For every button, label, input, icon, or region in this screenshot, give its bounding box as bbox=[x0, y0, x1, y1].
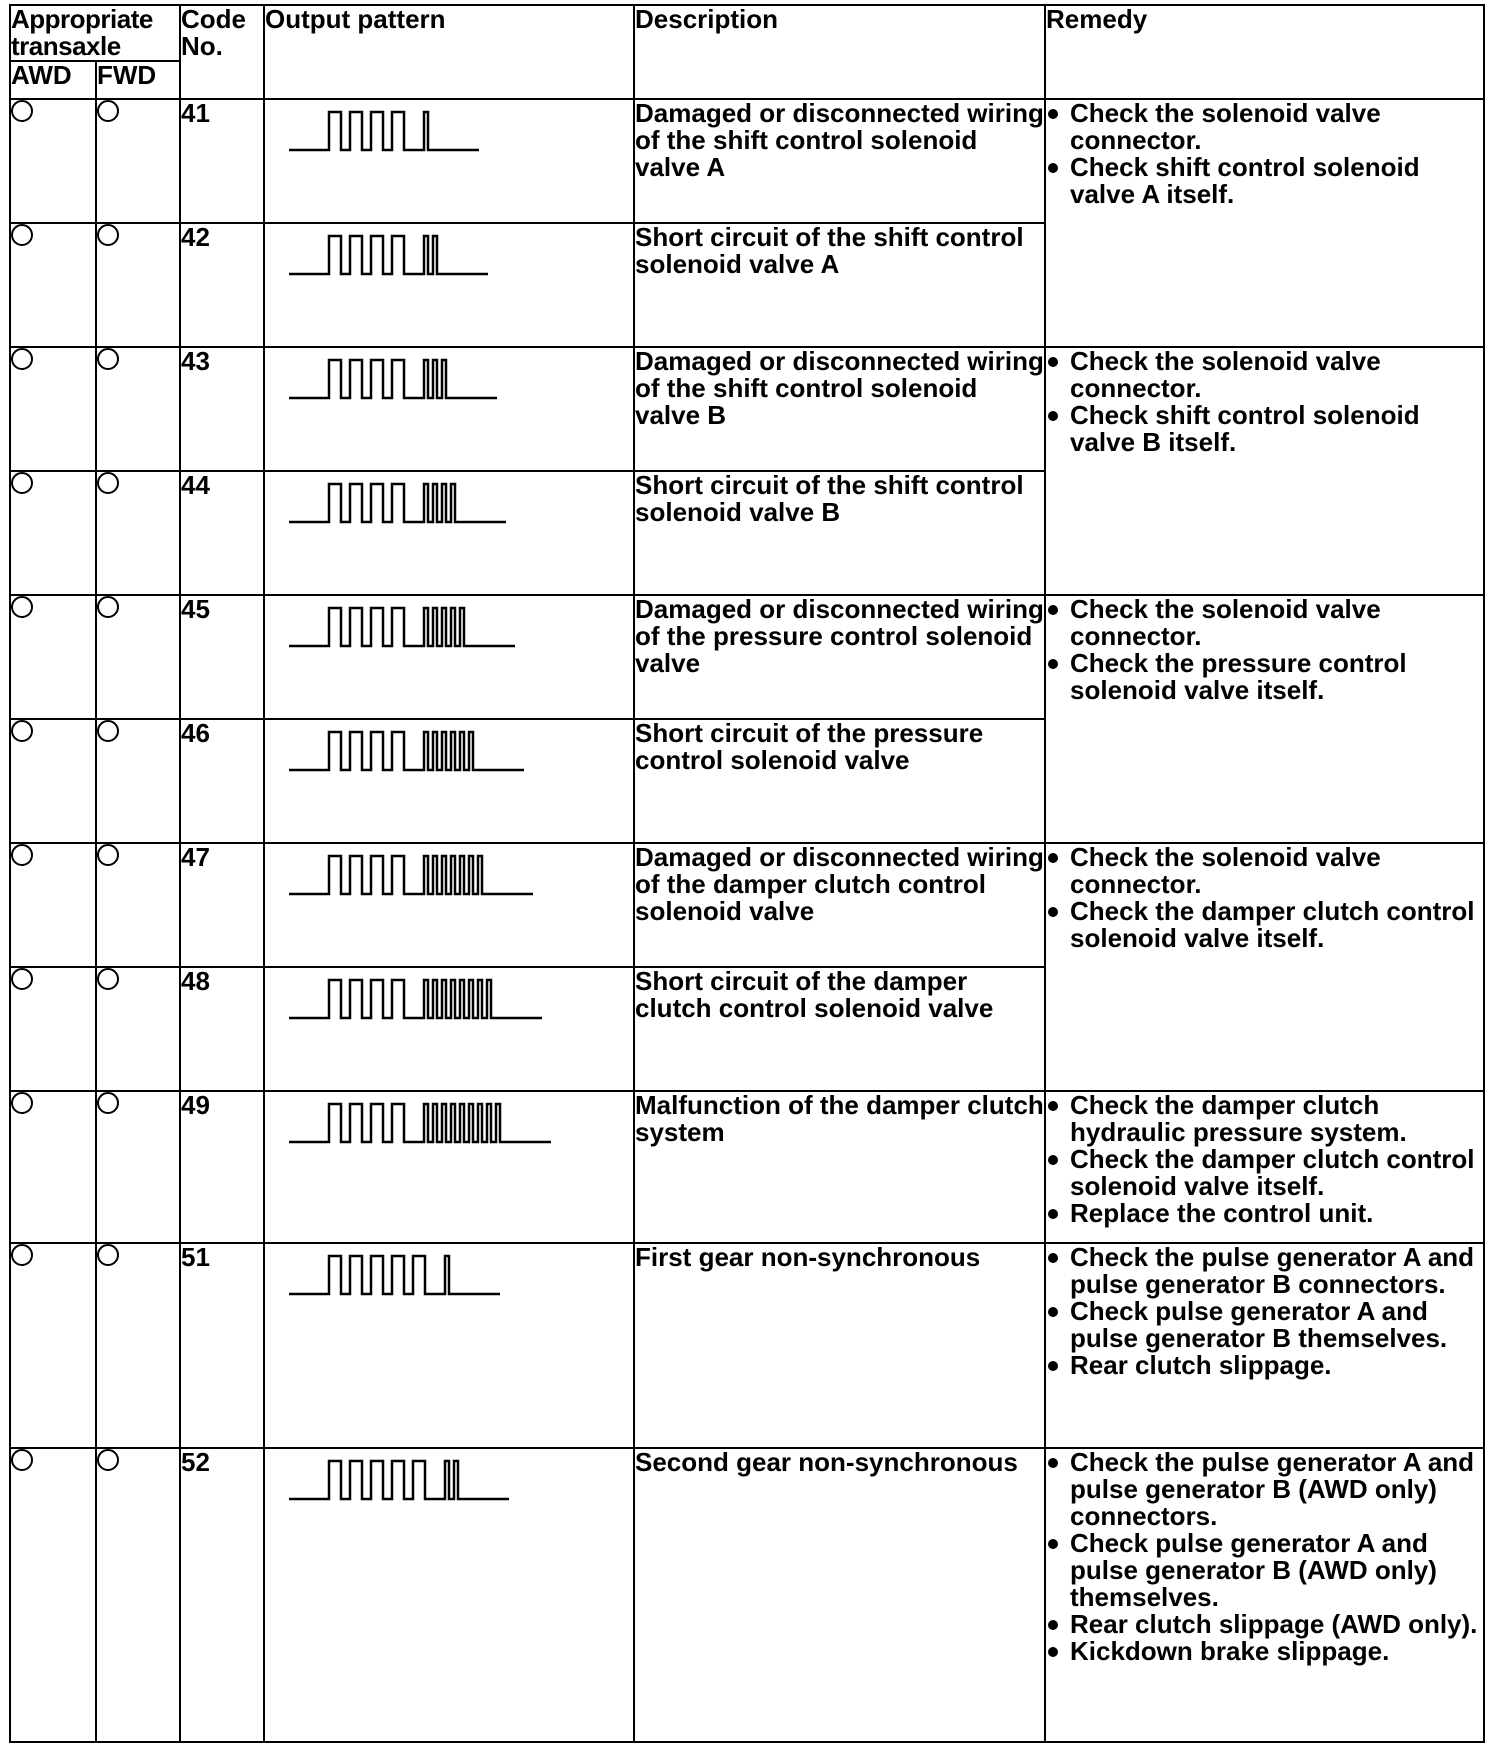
output-pattern-waveform bbox=[265, 472, 625, 532]
remedy-list bbox=[1046, 100, 1483, 208]
circle-mark-icon bbox=[97, 348, 119, 370]
waveform-line bbox=[289, 732, 524, 770]
fwd-applicability-cell bbox=[96, 967, 180, 1091]
output-pattern-waveform bbox=[265, 968, 625, 1028]
remedy-item: Check the damper clutch control solenoid valve itself. bbox=[1046, 898, 1483, 952]
output-pattern-waveform bbox=[265, 100, 625, 160]
awd-applicability-cell bbox=[10, 471, 96, 595]
output-pattern-cell bbox=[264, 843, 634, 967]
remedy-list bbox=[1046, 1449, 1483, 1665]
circle-mark-icon bbox=[11, 844, 33, 866]
remedy-item: Check the solenoid valve connector. bbox=[1046, 348, 1483, 402]
awd-applicability-cell bbox=[10, 595, 96, 719]
circle-mark-icon bbox=[11, 472, 33, 494]
fwd-applicability-cell bbox=[96, 471, 180, 595]
code-header-line2: No. bbox=[181, 31, 223, 61]
remedy-item: Check the solenoid valve connector. bbox=[1046, 596, 1483, 650]
remedy-item: Check the solenoid valve connector. bbox=[1046, 100, 1483, 154]
output-pattern-waveform bbox=[265, 1244, 625, 1304]
remedy-item: Replace the control unit. bbox=[1046, 1200, 1483, 1227]
waveform-line bbox=[289, 1256, 500, 1294]
remedy-header: Remedy bbox=[1045, 5, 1484, 99]
waveform-line bbox=[289, 608, 515, 646]
waveform-line bbox=[289, 856, 533, 894]
remedy-item: Check shift control solenoid valve B itself. bbox=[1046, 402, 1483, 456]
remedy-item: Check the pressure control solenoid valve itself. bbox=[1046, 650, 1483, 704]
fwd-applicability-cell bbox=[96, 1243, 180, 1448]
waveform-line bbox=[289, 236, 488, 274]
description-cell: Second gear non-synchronous bbox=[634, 1448, 1045, 1742]
remedy-list bbox=[1046, 348, 1483, 456]
circle-mark-icon bbox=[97, 968, 119, 990]
remedy-item: Kickdown brake slippage. bbox=[1046, 1638, 1483, 1665]
remedy-item: Rear clutch slippage (AWD only). bbox=[1046, 1611, 1483, 1638]
description-header: Description bbox=[634, 5, 1045, 99]
awd-applicability-cell bbox=[10, 1243, 96, 1448]
circle-mark-icon bbox=[11, 720, 33, 742]
circle-mark-icon bbox=[97, 720, 119, 742]
output-pattern-cell bbox=[264, 471, 634, 595]
circle-mark-icon bbox=[97, 596, 119, 618]
output-pattern-waveform bbox=[265, 224, 625, 284]
output-pattern-header: Output pattern bbox=[264, 5, 634, 99]
fwd-applicability-cell bbox=[96, 99, 180, 223]
circle-mark-icon bbox=[97, 472, 119, 494]
circle-mark-icon bbox=[97, 1092, 119, 1114]
fwd-applicability-cell bbox=[96, 347, 180, 471]
description-cell: Damaged or disconnected wiring of the damper clutch control solenoid valve bbox=[634, 843, 1045, 967]
fwd-header: FWD bbox=[96, 61, 180, 99]
awd-applicability-cell bbox=[10, 347, 96, 471]
output-pattern-waveform bbox=[265, 596, 625, 656]
output-pattern-waveform bbox=[265, 348, 625, 408]
waveform-line bbox=[289, 980, 542, 1018]
circle-mark-icon bbox=[97, 1449, 119, 1471]
code-number: 43 bbox=[180, 347, 264, 471]
remedy-cell bbox=[1045, 99, 1484, 347]
description-cell: Short circuit of the shift control solenoid valve A bbox=[634, 223, 1045, 347]
awd-header: AWD bbox=[10, 61, 96, 99]
fwd-applicability-cell bbox=[96, 1091, 180, 1243]
circle-mark-icon bbox=[97, 100, 119, 122]
awd-applicability-cell bbox=[10, 1091, 96, 1243]
remedy-item: Check the solenoid valve connector. bbox=[1046, 844, 1483, 898]
description-cell: First gear non-synchronous bbox=[634, 1243, 1045, 1448]
circle-mark-icon bbox=[97, 1244, 119, 1266]
remedy-item: Check pulse generator A and pulse generator B (AWD only) themselves. bbox=[1046, 1530, 1483, 1611]
remedy-list bbox=[1046, 844, 1483, 952]
waveform-line bbox=[289, 1104, 551, 1142]
remedy-item: Rear clutch slippage. bbox=[1046, 1352, 1483, 1379]
circle-mark-icon bbox=[11, 224, 33, 246]
circle-mark-icon bbox=[11, 968, 33, 990]
awd-applicability-cell bbox=[10, 967, 96, 1091]
code-header-line1: Code bbox=[181, 4, 246, 34]
circle-mark-icon bbox=[11, 1449, 33, 1471]
circle-mark-icon bbox=[97, 844, 119, 866]
description-cell: Short circuit of the pressure control solenoid valve bbox=[634, 719, 1045, 843]
diagnostic-code-table bbox=[9, 4, 1485, 1743]
waveform-line bbox=[289, 484, 506, 522]
remedy-cell bbox=[1045, 347, 1484, 595]
table-row bbox=[10, 347, 1484, 471]
description-cell: Damaged or disconnected wiring of the pressure control solenoid valve bbox=[634, 595, 1045, 719]
awd-applicability-cell bbox=[10, 719, 96, 843]
remedy-list bbox=[1046, 1092, 1483, 1227]
description-cell: Short circuit of the damper clutch control solenoid valve bbox=[634, 967, 1045, 1091]
output-pattern-waveform bbox=[265, 844, 625, 904]
output-pattern-waveform bbox=[265, 1449, 625, 1509]
output-pattern-waveform bbox=[265, 720, 625, 780]
output-pattern-cell bbox=[264, 967, 634, 1091]
code-number: 44 bbox=[180, 471, 264, 595]
remedy-item: Check pulse generator A and pulse generator B themselves. bbox=[1046, 1298, 1483, 1352]
circle-mark-icon bbox=[11, 348, 33, 370]
code-number: 52 bbox=[180, 1448, 264, 1742]
code-no-header bbox=[180, 5, 264, 99]
waveform-line bbox=[289, 1461, 509, 1499]
table-row bbox=[10, 595, 1484, 719]
fwd-applicability-cell bbox=[96, 719, 180, 843]
output-pattern-cell bbox=[264, 719, 634, 843]
fwd-applicability-cell bbox=[96, 1448, 180, 1742]
remedy-item: Check the pulse generator A and pulse generator B (AWD only) connectors. bbox=[1046, 1449, 1483, 1530]
remedy-cell bbox=[1045, 1448, 1484, 1742]
remedy-cell bbox=[1045, 595, 1484, 843]
output-pattern-cell bbox=[264, 99, 634, 223]
circle-mark-icon bbox=[11, 596, 33, 618]
output-pattern-cell bbox=[264, 595, 634, 719]
remedy-list bbox=[1046, 1244, 1483, 1379]
circle-mark-icon bbox=[97, 224, 119, 246]
remedy-cell bbox=[1045, 1091, 1484, 1243]
code-number: 51 bbox=[180, 1243, 264, 1448]
waveform-line bbox=[289, 112, 479, 150]
table-row bbox=[10, 1448, 1484, 1742]
code-number: 46 bbox=[180, 719, 264, 843]
description-cell: Damaged or disconnected wiring of the shift control solenoid valve A bbox=[634, 99, 1045, 223]
awd-applicability-cell bbox=[10, 223, 96, 347]
output-pattern-cell bbox=[264, 223, 634, 347]
output-pattern-cell bbox=[264, 1448, 634, 1742]
fwd-applicability-cell bbox=[96, 595, 180, 719]
remedy-item: Check the pulse generator A and pulse generator B connectors. bbox=[1046, 1244, 1483, 1298]
code-number: 42 bbox=[180, 223, 264, 347]
output-pattern-cell bbox=[264, 1091, 634, 1243]
table-row bbox=[10, 1243, 1484, 1448]
remedy-item: Check the damper clutch control solenoid valve itself. bbox=[1046, 1146, 1483, 1200]
remedy-cell bbox=[1045, 1243, 1484, 1448]
remedy-item: Check the damper clutch hydraulic pressure system. bbox=[1046, 1092, 1483, 1146]
waveform-line bbox=[289, 360, 497, 398]
awd-applicability-cell bbox=[10, 1448, 96, 1742]
remedy-list bbox=[1046, 596, 1483, 704]
output-pattern-cell bbox=[264, 1243, 634, 1448]
circle-mark-icon bbox=[11, 100, 33, 122]
code-number: 48 bbox=[180, 967, 264, 1091]
code-number: 45 bbox=[180, 595, 264, 719]
circle-mark-icon bbox=[11, 1092, 33, 1114]
description-cell: Malfunction of the damper clutch system bbox=[634, 1091, 1045, 1243]
remedy-item: Check shift control solenoid valve A itself. bbox=[1046, 154, 1483, 208]
table-row bbox=[10, 1091, 1484, 1243]
awd-applicability-cell bbox=[10, 99, 96, 223]
remedy-cell bbox=[1045, 843, 1484, 1091]
code-number: 49 bbox=[180, 1091, 264, 1243]
table-row bbox=[10, 843, 1484, 967]
code-number: 41 bbox=[180, 99, 264, 223]
output-pattern-waveform bbox=[265, 1092, 625, 1152]
code-number: 47 bbox=[180, 843, 264, 967]
circle-mark-icon bbox=[11, 1244, 33, 1266]
description-cell: Short circuit of the shift control solenoid valve B bbox=[634, 471, 1045, 595]
output-pattern-cell bbox=[264, 347, 634, 471]
fwd-applicability-cell bbox=[96, 843, 180, 967]
table-row bbox=[10, 99, 1484, 223]
awd-applicability-cell bbox=[10, 843, 96, 967]
transaxle-group-header: Appropriate transaxle bbox=[10, 5, 180, 61]
fwd-applicability-cell bbox=[96, 223, 180, 347]
description-cell: Damaged or disconnected wiring of the shift control solenoid valve B bbox=[634, 347, 1045, 471]
